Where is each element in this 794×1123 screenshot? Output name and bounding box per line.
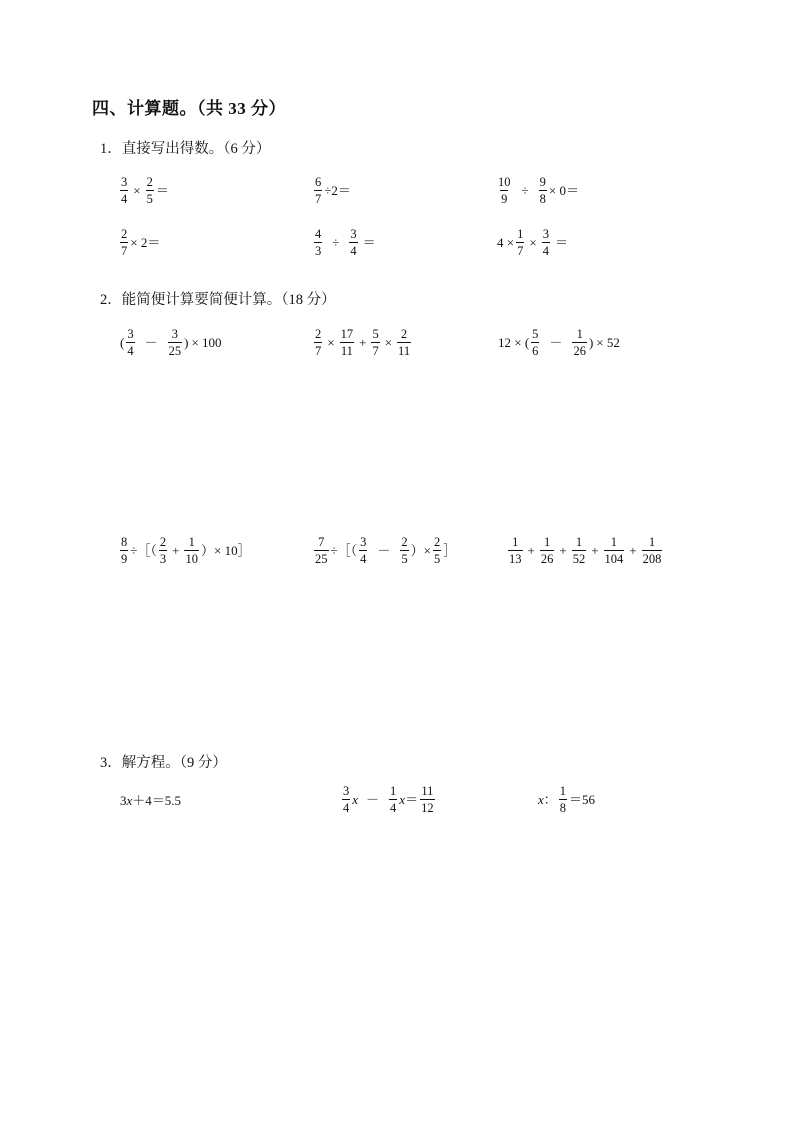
fraction: $\frac{6}{7}$ <box>315 175 322 206</box>
q3-equation-1: 3 x ＋4＝5.5 <box>120 793 182 808</box>
fraction: $\frac{1}{13}$ <box>509 535 522 566</box>
fraction: $\frac{10}{9}$ <box>498 175 511 206</box>
fraction: $\frac{1}{4}$ <box>390 784 397 815</box>
fraction: $\frac{2}{7}$ <box>121 227 128 258</box>
q3-equation-3: x ： $\frac{1}{8}$ ＝56 <box>538 784 596 815</box>
fraction: $\frac{2}{5}$ <box>401 535 408 566</box>
fraction: $\frac{2}{5}$ <box>434 535 441 566</box>
q2-expr-4: $\frac{8}{9}$ ÷［（ $\frac{2}{3}$ + $\frac{1}{10}$ ）× 10］ <box>121 535 251 566</box>
fraction: $\frac{11}{12}$ <box>421 784 434 815</box>
fraction: $\frac{3}{4}$ <box>350 227 357 258</box>
fraction: $\frac{5}{6}$ <box>532 327 539 358</box>
section-title: 四、计算题。（共 33 分） <box>92 99 286 118</box>
fraction: $\frac{1}{104}$ <box>604 535 624 566</box>
fraction: $\frac{1}{8}$ <box>559 784 567 815</box>
fraction: $\frac{2}{5}$ <box>146 175 153 206</box>
fraction: $\frac{17}{11}$ <box>340 327 354 358</box>
fraction: $\frac{2}{7}$ <box>315 327 322 358</box>
question-2-title: 2．能简便计算要简便计算。（18 分） <box>100 292 336 308</box>
fraction: $\frac{1}{7}$ <box>517 227 524 258</box>
q2-expr-2: $\frac{2}{7}$ × $\frac{17}{11}$ + $\frac{5}{7}$ × $\frac{2}{11}$ <box>315 327 411 358</box>
fraction: $\frac{3}{4}$ <box>360 535 367 566</box>
q3-equation-2: $\frac{3}{4}$ x － $\frac{1}{4}$ x ＝ $\frac{11}{12}$ <box>343 784 434 815</box>
fraction: $\frac{5}{7}$ <box>372 327 379 358</box>
q1-item-3: $\frac{10}{9}$ ÷ $\frac{9}{8}$ × 0＝ <box>498 175 579 206</box>
q2-expr-1: ( $\frac{3}{4}$ － $\frac{3}{25}$ ) × 100 <box>120 327 222 358</box>
fraction: $\frac{1}{26}$ <box>540 535 554 566</box>
q1-item-6: 4 × $\frac{1}{7}$ × $\frac{3}{4}$ ＝ <box>497 227 568 258</box>
fraction: $\frac{3}{4}$ <box>127 327 134 358</box>
question-1-title: 1．直接写出得数。（6 分） <box>100 141 271 157</box>
fraction: $\frac{4}{3}$ <box>315 227 322 258</box>
fraction: $\frac{3}{4}$ <box>542 227 549 258</box>
q2-expr-3: 12 × ( $\frac{5}{6}$ － $\frac{1}{26}$ ) × 52 <box>498 327 620 358</box>
fraction: $\frac{7}{25}$ <box>315 535 328 566</box>
q1-item-1: $\frac{3}{4}$ × $\frac{2}{5}$ ＝ <box>121 175 169 206</box>
q2-expr-6: $\frac{1}{13}$ + $\frac{1}{26}$ + $\frac{1}{52}$ + $\frac{1}{104}$ + $\frac{1}{208}$ <box>509 535 662 566</box>
fraction: $\frac{8}{9}$ <box>121 535 128 566</box>
fraction: $\frac{3}{4}$ <box>121 175 128 206</box>
fraction: $\frac{3}{25}$ <box>168 327 182 358</box>
fraction: $\frac{2}{3}$ <box>159 535 167 566</box>
fraction: $\frac{3}{4}$ <box>343 784 350 815</box>
question-3-title: 3．解方程。（9 分） <box>100 755 227 771</box>
fraction: $\frac{1}{10}$ <box>185 535 198 566</box>
q2-expr-5: $\frac{7}{25}$ ÷［（ $\frac{3}{4}$ － $\frac{2}{5}$ ）× $\frac{2}{5}$ ］ <box>315 535 457 566</box>
q1-item-2: $\frac{6}{7}$ ÷2＝ <box>315 175 351 206</box>
q1-item-4: $\frac{2}{7}$ × 2＝ <box>121 227 161 258</box>
fraction: $\frac{1}{208}$ <box>642 535 662 566</box>
fraction: $\frac{1}{52}$ <box>572 535 586 566</box>
fraction: $\frac{9}{8}$ <box>539 175 546 206</box>
q1-item-5: $\frac{4}{3}$ ÷ $\frac{3}{4}$ ＝ <box>315 227 376 258</box>
fraction: $\frac{1}{26}$ <box>573 327 586 358</box>
fraction: $\frac{2}{11}$ <box>398 327 411 358</box>
